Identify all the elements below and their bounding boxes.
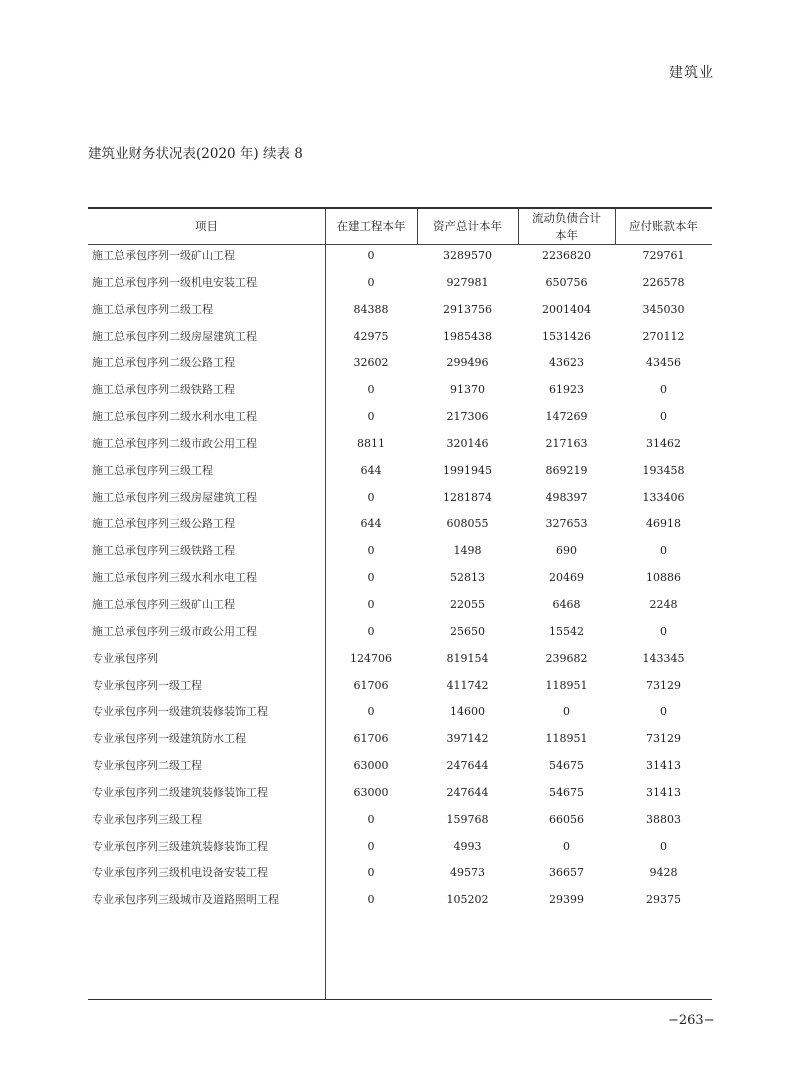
cell-row-label: 施工总承包序列二级房屋建筑工程 (92, 329, 257, 343)
cell-accounts-payable: 226578 (642, 275, 685, 289)
cell-current-liabilities: 118951 (545, 732, 588, 746)
cell-construction-in-progress: 0 (367, 249, 375, 262)
cell-current-liabilities: 147269 (545, 410, 588, 424)
header-construction-in-progress: 在建工程本年 (336, 219, 406, 233)
cell-current-liabilities: 43623 (549, 356, 584, 370)
table-row (88, 243, 712, 270)
cell-row-label: 专业承包序列三级工程 (92, 812, 202, 826)
cell-accounts-payable: 729761 (642, 249, 685, 262)
cell-accounts-payable: 46918 (646, 517, 681, 531)
cell-total-assets: 397142 (446, 732, 489, 746)
cell-construction-in-progress: 124706 (350, 651, 392, 665)
cell-total-assets: 22055 (450, 597, 485, 611)
cell-row-label: 施工总承包序列三级市政公用工程 (92, 624, 257, 638)
table-row (88, 646, 712, 673)
table-row (88, 270, 712, 297)
table-row (88, 431, 712, 458)
cell-row-label: 施工总承包序列三级水利水电工程 (92, 571, 257, 585)
table-row (88, 565, 712, 592)
cell-accounts-payable: 31413 (646, 785, 681, 799)
table-row (88, 887, 712, 914)
cell-construction-in-progress: 84388 (353, 302, 389, 316)
cell-total-assets: 105202 (446, 893, 489, 907)
financial-table (88, 207, 712, 1000)
cell-construction-in-progress: 0 (367, 866, 375, 880)
cell-row-label: 施工总承包序列三级工程 (92, 463, 213, 477)
table-row (88, 619, 712, 646)
table-row (88, 404, 712, 431)
cell-row-label: 施工总承包序列三级铁路工程 (92, 544, 235, 558)
cell-construction-in-progress: 0 (367, 705, 375, 719)
cell-accounts-payable: 0 (660, 544, 667, 558)
cell-construction-in-progress: 8811 (357, 436, 385, 450)
cell-row-label: 专业承包序列三级机电设备安装工程 (92, 866, 268, 880)
cell-total-assets: 1281874 (443, 490, 492, 504)
cell-row-label: 施工总承包序列三级公路工程 (92, 517, 235, 531)
cell-accounts-payable: 0 (660, 383, 667, 397)
cell-row-label: 专业承包序列 (92, 651, 158, 665)
cell-construction-in-progress: 0 (367, 597, 375, 611)
cell-total-assets: 14600 (450, 705, 485, 719)
cell-row-label: 专业承包序列一级建筑装修装饰工程 (92, 705, 268, 719)
cell-construction-in-progress: 0 (367, 893, 375, 907)
cell-total-assets: 411742 (446, 678, 489, 692)
cell-current-liabilities: 66056 (549, 812, 584, 826)
header-total-assets: 资产总计本年 (433, 219, 502, 233)
cell-accounts-payable: 270112 (642, 329, 685, 343)
cell-current-liabilities: 54675 (549, 759, 584, 773)
cell-row-label: 施工总承包序列三级矿山工程 (92, 597, 235, 611)
cell-current-liabilities: 36657 (549, 866, 584, 880)
cell-construction-in-progress: 0 (367, 275, 375, 289)
table-row (88, 324, 712, 351)
cell-current-liabilities: 20469 (549, 571, 584, 585)
cell-row-label: 专业承包序列一级建筑防水工程 (92, 732, 246, 746)
cell-row-label: 专业承包序列三级城市及道路照明工程 (92, 893, 279, 907)
cell-total-assets: 1985438 (443, 329, 492, 343)
table-body (88, 243, 712, 914)
cell-total-assets: 819154 (446, 651, 489, 665)
cell-construction-in-progress: 644 (360, 517, 382, 531)
cell-current-liabilities: 327653 (545, 517, 588, 531)
cell-total-assets: 25650 (450, 624, 485, 638)
table-row (88, 377, 712, 404)
table-row (88, 485, 712, 512)
cell-row-label: 施工总承包序列二级公路工程 (92, 356, 235, 370)
cell-accounts-payable: 73129 (646, 732, 681, 746)
cell-total-assets: 4993 (453, 839, 482, 853)
cell-accounts-payable: 43456 (646, 356, 681, 370)
cell-row-label: 专业承包序列三级建筑装修装饰工程 (92, 839, 268, 853)
cell-accounts-payable: 143345 (642, 651, 685, 665)
table-row (88, 350, 712, 377)
cell-construction-in-progress: 0 (367, 544, 375, 558)
table-row (88, 458, 712, 485)
running-head: 建筑业 (669, 65, 714, 81)
table-row (88, 780, 712, 807)
cell-total-assets: 320146 (446, 436, 489, 450)
cell-construction-in-progress: 0 (367, 812, 375, 826)
cell-construction-in-progress: 63000 (353, 785, 389, 799)
cell-total-assets: 159768 (446, 812, 489, 826)
cell-construction-in-progress: 644 (360, 463, 382, 477)
cell-current-liabilities: 6468 (552, 597, 581, 611)
cell-total-assets: 52813 (450, 571, 485, 585)
cell-current-liabilities: 2001404 (542, 302, 591, 316)
cell-total-assets: 1991945 (443, 463, 492, 477)
cell-accounts-payable: 9428 (649, 866, 678, 880)
cell-current-liabilities: 0 (563, 839, 570, 853)
cell-row-label: 专业承包序列二级工程 (92, 759, 202, 773)
cell-accounts-payable: 0 (660, 839, 667, 853)
cell-total-assets: 927981 (446, 275, 489, 289)
cell-current-liabilities: 650756 (545, 275, 588, 289)
cell-total-assets: 299496 (446, 356, 489, 370)
cell-accounts-payable: 133406 (642, 490, 685, 504)
cell-accounts-payable: 193458 (642, 463, 685, 477)
table-header (88, 209, 712, 245)
cell-construction-in-progress: 0 (367, 571, 375, 585)
cell-current-liabilities: 217163 (545, 436, 588, 450)
cell-row-label: 专业承包序列二级建筑装修装饰工程 (92, 785, 268, 799)
cell-current-liabilities: 239682 (545, 651, 588, 665)
cell-accounts-payable: 29375 (646, 893, 681, 907)
cell-row-label: 施工总承包序列二级工程 (92, 302, 213, 316)
cell-current-liabilities: 2236820 (542, 249, 591, 262)
table-row (88, 297, 712, 324)
cell-construction-in-progress: 42975 (353, 329, 389, 343)
cell-current-liabilities: 118951 (545, 678, 588, 692)
cell-construction-in-progress: 61706 (353, 678, 389, 692)
cell-current-liabilities: 54675 (549, 785, 584, 799)
cell-accounts-payable: 2248 (649, 597, 678, 611)
cell-construction-in-progress: 63000 (353, 759, 389, 773)
cell-row-label: 施工总承包序列二级市政公用工程 (92, 436, 257, 450)
header-item: 项目 (195, 219, 218, 233)
cell-total-assets: 91370 (450, 383, 485, 397)
table-row (88, 538, 712, 565)
cell-total-assets: 49573 (450, 866, 485, 880)
cell-total-assets: 217306 (446, 410, 489, 424)
cell-construction-in-progress: 0 (367, 624, 375, 638)
cell-row-label: 施工总承包序列二级铁路工程 (92, 383, 235, 397)
cell-row-label: 施工总承包序列二级水利水电工程 (92, 410, 257, 424)
table-row (88, 834, 712, 861)
cell-construction-in-progress: 0 (367, 490, 375, 504)
cell-accounts-payable: 0 (660, 624, 667, 638)
page-number: −263− (668, 1013, 715, 1028)
table-row (88, 511, 712, 538)
cell-row-label: 专业承包序列一级工程 (92, 678, 202, 692)
cell-construction-in-progress: 0 (367, 410, 375, 424)
cell-accounts-payable: 0 (660, 705, 667, 719)
header-accounts-payable: 应付账款本年 (629, 219, 698, 233)
header-current-liabilities: 流动负债合计 本年 (532, 210, 601, 242)
table-row (88, 699, 712, 726)
cell-total-assets: 608055 (446, 517, 489, 531)
cell-current-liabilities: 29399 (549, 893, 584, 907)
cell-current-liabilities: 1531426 (542, 329, 591, 343)
cell-current-liabilities: 690 (556, 544, 577, 558)
cell-construction-in-progress: 0 (367, 383, 375, 397)
cell-total-assets: 2913756 (443, 302, 492, 316)
cell-accounts-payable: 31413 (646, 759, 681, 773)
cell-total-assets: 247644 (446, 759, 489, 773)
cell-current-liabilities: 869219 (545, 463, 588, 477)
cell-current-liabilities: 498397 (545, 490, 588, 504)
cell-accounts-payable: 73129 (646, 678, 681, 692)
table-row (88, 860, 712, 887)
table-title: 建筑业财务状况表(2020 年) 续表 8 (88, 146, 303, 162)
cell-current-liabilities: 0 (563, 705, 570, 719)
cell-accounts-payable: 345030 (642, 302, 685, 316)
cell-accounts-payable: 31462 (646, 436, 681, 450)
cell-accounts-payable: 0 (660, 410, 667, 424)
cell-total-assets: 3289570 (443, 249, 492, 262)
cell-accounts-payable: 10886 (646, 571, 681, 585)
cell-row-label: 施工总承包序列一级矿山工程 (92, 249, 235, 262)
table-row (88, 592, 712, 619)
cell-total-assets: 247644 (446, 785, 489, 799)
table-row (88, 726, 712, 753)
cell-construction-in-progress: 32602 (353, 356, 389, 370)
cell-construction-in-progress: 0 (367, 839, 375, 853)
cell-row-label: 施工总承包序列三级房屋建筑工程 (92, 490, 257, 504)
cell-total-assets: 1498 (453, 544, 482, 558)
cell-row-label: 施工总承包序列一级机电安装工程 (92, 275, 257, 289)
table-row (88, 673, 712, 700)
cell-construction-in-progress: 61706 (353, 732, 389, 746)
table-row (88, 753, 712, 780)
cell-accounts-payable: 38803 (646, 812, 681, 826)
cell-current-liabilities: 15542 (549, 624, 584, 638)
table-row (88, 807, 712, 834)
cell-current-liabilities: 61923 (549, 383, 584, 397)
